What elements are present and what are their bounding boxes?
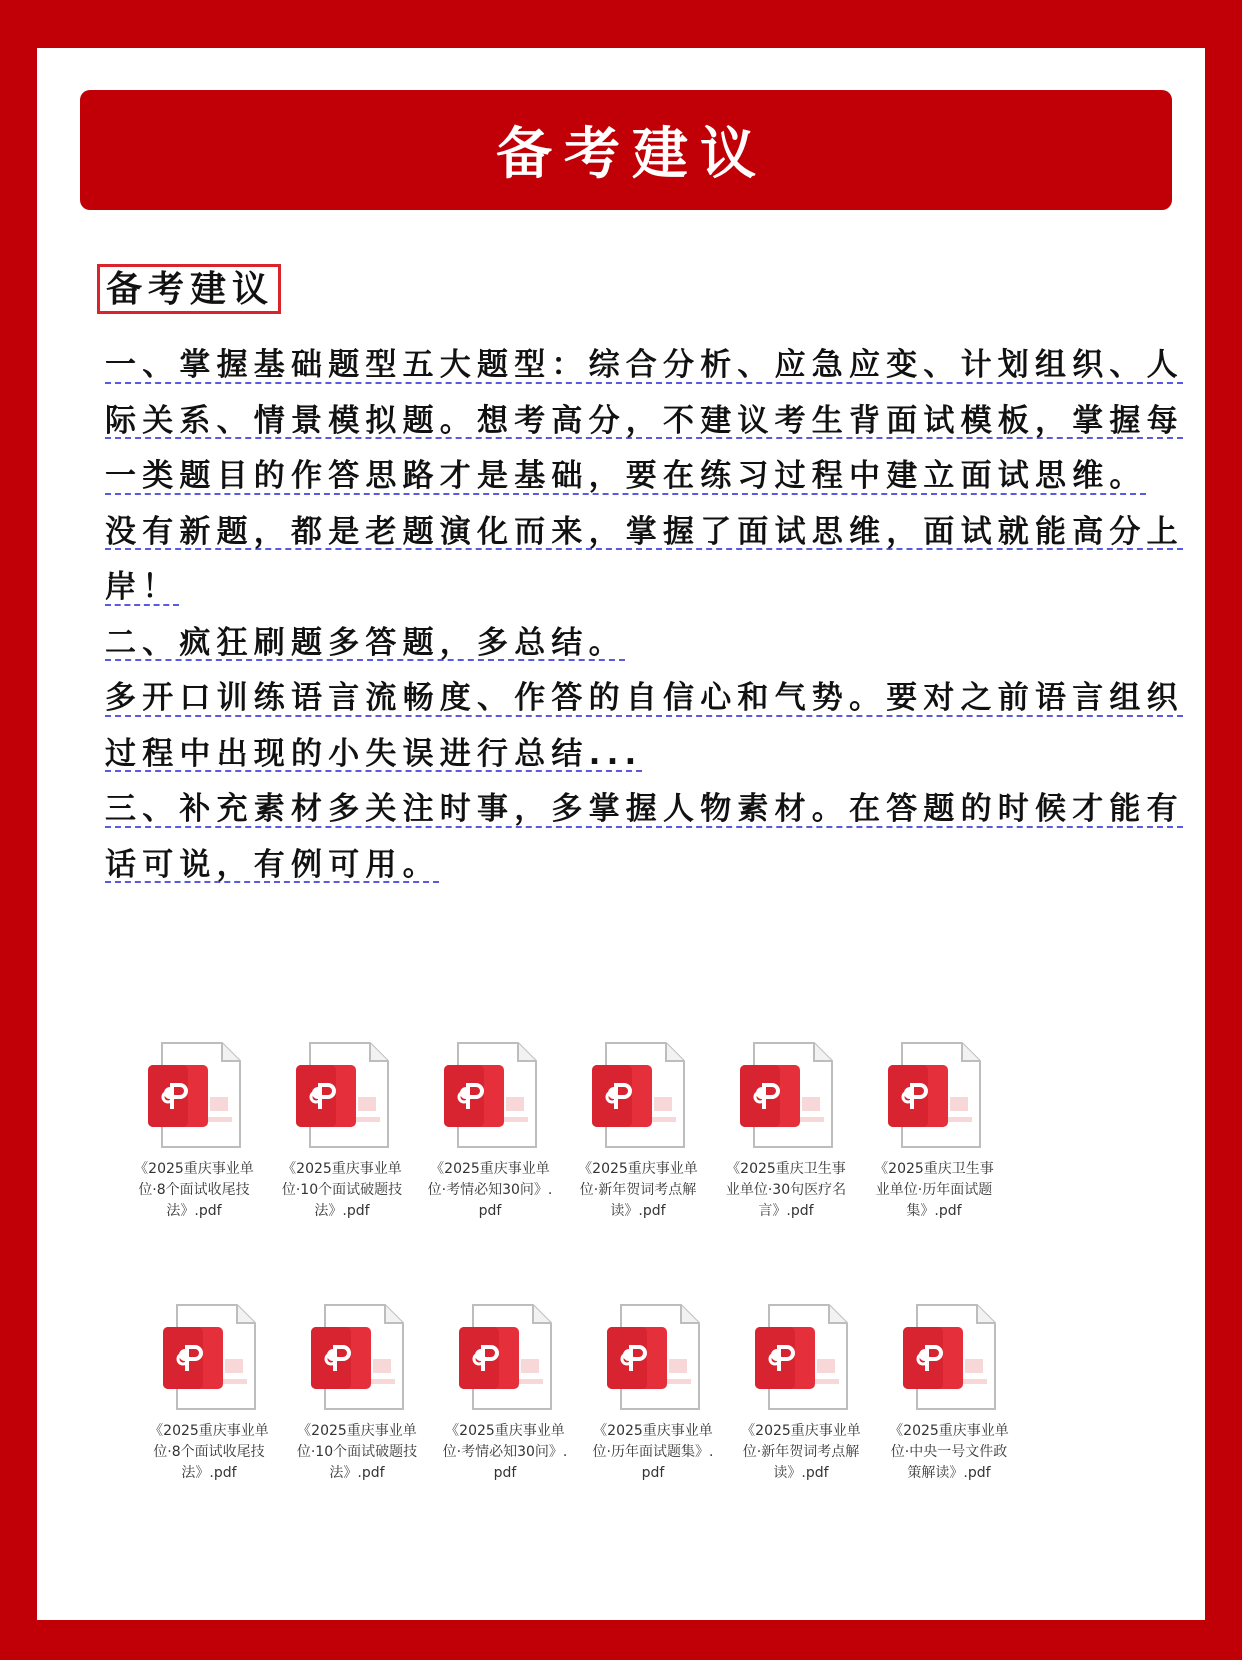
pdf-file[interactable] xyxy=(268,1041,416,1222)
pdf-file[interactable] xyxy=(431,1303,579,1484)
file-name: 《2025重庆事业单位·8个面试收尾技法》.pdf xyxy=(134,1161,254,1219)
paragraph-4: 多开口训练语言流畅度、作答的自信心和气势。要对之前语言组织过程中出现的小失误进行总结... xyxy=(105,680,1184,772)
paragraph-3: 二、疯狂刷题多答题，多总结。 xyxy=(105,624,626,661)
file-name: 《2025重庆事业单位·10个面试破题技法》.pdf xyxy=(296,1423,418,1481)
section-heading: 备考建议 xyxy=(97,264,281,314)
pdf-file[interactable] xyxy=(579,1303,727,1484)
file-name: 《2025重庆卫生事业单位·历年面试题集》.pdf xyxy=(874,1161,994,1219)
pdf-file-icon xyxy=(736,1041,836,1151)
pdf-file[interactable] xyxy=(875,1303,1023,1484)
pdf-file-icon xyxy=(751,1303,851,1413)
pdf-file[interactable] xyxy=(860,1041,1008,1222)
file-name: 《2025重庆事业单位·中央一号文件政策解读》.pdf xyxy=(889,1423,1009,1481)
pdf-file-icon xyxy=(603,1303,703,1413)
pdf-file-icon xyxy=(144,1041,244,1151)
title-banner xyxy=(80,90,1172,210)
pdf-file-icon xyxy=(292,1041,392,1151)
file-row-1 xyxy=(120,1041,1008,1222)
pdf-file[interactable] xyxy=(135,1303,283,1484)
pdf-file-icon xyxy=(307,1303,407,1413)
paragraph-2: 没有新题，都是老题演化而来，掌握了面试思维，面试就能高分上岸！ xyxy=(105,513,1184,605)
pdf-file-icon xyxy=(455,1303,555,1413)
file-name: 《2025重庆事业单位·新年贺词考点解读》.pdf xyxy=(578,1161,698,1219)
file-name: 《2025重庆卫生事业单位·30句医疗名言》.pdf xyxy=(725,1161,847,1219)
file-row-2 xyxy=(135,1303,1023,1484)
paragraph-1: 一、掌握基础题型五大题型：综合分析、应急应变、计划组织、人际关系、情景模拟题。想考高分，不建议考生背面试模板，掌握每一类题目的作答思路才是基础，要在练习过程中建立面试思维。 xyxy=(105,347,1184,494)
file-name: 《2025重庆事业单位·考情必知30问》.pdf xyxy=(427,1161,553,1219)
file-name: 《2025重庆事业单位·考情必知30问》.pdf xyxy=(442,1423,568,1481)
pdf-file[interactable] xyxy=(727,1303,875,1484)
banner-title: 备考建议 xyxy=(496,122,768,187)
pdf-file[interactable] xyxy=(120,1041,268,1222)
pdf-file-icon xyxy=(588,1041,688,1151)
pdf-file[interactable] xyxy=(712,1041,860,1222)
content-card xyxy=(37,48,1205,1620)
paragraph-5: 三、补充素材多关注时事，多掌握人物素材。在答题的时候才能有话可说，有例可用。 xyxy=(105,791,1184,883)
pdf-file-icon xyxy=(899,1303,999,1413)
file-name: 《2025重庆事业单位·8个面试收尾技法》.pdf xyxy=(149,1423,269,1481)
pdf-file[interactable] xyxy=(283,1303,431,1484)
advice-text xyxy=(105,338,1195,893)
file-name: 《2025重庆事业单位·历年面试题集》.pdf xyxy=(592,1423,714,1481)
file-name: 《2025重庆事业单位·10个面试破题技法》.pdf xyxy=(281,1161,403,1219)
file-name: 《2025重庆事业单位·新年贺词考点解读》.pdf xyxy=(741,1423,861,1481)
pdf-file-icon xyxy=(159,1303,259,1413)
pdf-file[interactable] xyxy=(416,1041,564,1222)
pdf-file-icon xyxy=(884,1041,984,1151)
pdf-file-icon xyxy=(440,1041,540,1151)
pdf-file[interactable] xyxy=(564,1041,712,1222)
